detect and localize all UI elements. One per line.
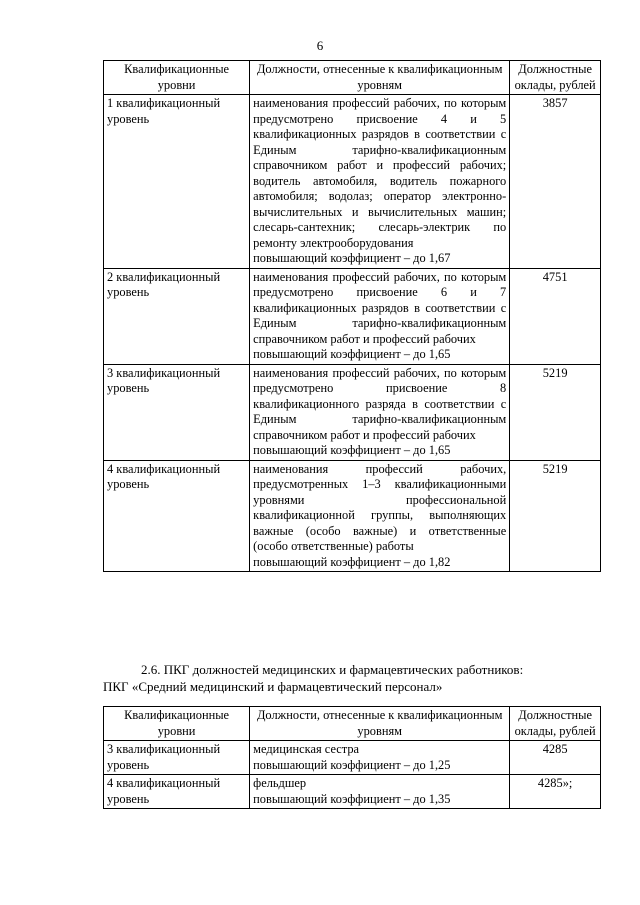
positions-cell — [250, 741, 510, 775]
positions-cell — [250, 460, 510, 572]
salary-cell: 5219 — [510, 364, 601, 460]
table-header-row — [104, 707, 601, 741]
header-salaries: Должностные оклады, рублей — [510, 707, 601, 741]
positions-text: наименования профессий рабочих, по которым предусмотрено присвоение 6 и 7 квалификационных разрядов в соответствии с Единым тарифно-квалификационным справочником работ и профессий рабочих — [253, 269, 507, 346]
table-row — [104, 95, 601, 269]
level-cell: 4 квалификационный уровень — [104, 775, 250, 809]
salary-table-medical — [103, 706, 601, 809]
section-subtitle: ПКГ «Средний медицинский и фармацевтический персонал» — [103, 679, 443, 694]
salary-table-workers — [103, 60, 601, 572]
salary-cell: 3857 — [510, 95, 601, 269]
positions-text: наименования профессий рабочих, по которым предусмотрено присвоение 8 квалификационного разряда в соответствии с Единым тарифно-квалификационным справочником работ и профессий рабочих — [253, 365, 507, 442]
page-number: 6 — [316, 38, 324, 53]
table-row — [104, 364, 601, 460]
table-row — [104, 775, 601, 809]
positions-text: фельдшер — [253, 776, 307, 790]
level-cell: 3 квалификационный уровень — [104, 741, 250, 775]
salary-cell: 4751 — [510, 268, 601, 364]
positions-cell — [250, 775, 510, 809]
header-qualification-levels: Квалификационные уровни — [104, 707, 250, 741]
coefficient-text: повышающий коэффициент – до 1,67 — [253, 251, 451, 265]
coefficient-text: повышающий коэффициент – до 1,82 — [253, 554, 451, 569]
positions-text: медицинская сестра — [253, 742, 360, 756]
level-cell: 3 квалификационный уровень — [104, 364, 250, 460]
level-cell: 4 квалификационный уровень — [104, 460, 250, 572]
table-header-row — [104, 61, 601, 95]
header-salaries: Должностные оклады, рублей — [510, 61, 601, 95]
salary-cell: 4285»; — [510, 775, 601, 809]
header-qualification-levels: Квалификационные уровни — [104, 61, 250, 95]
coefficient-text: повышающий коэффициент – до 1,35 — [253, 791, 451, 806]
table-row — [104, 460, 601, 572]
positions-cell — [250, 95, 510, 269]
table-row — [104, 741, 601, 775]
section-caption — [103, 661, 524, 695]
coefficient-text: повышающий коэффициент – до 1,25 — [253, 757, 451, 772]
level-cell: 1 квалификационный уровень — [104, 95, 250, 269]
positions-cell — [250, 268, 510, 364]
positions-text: наименования профессий рабочих, по которым предусмотрено присвоение 4 и 5 квалификационных разрядов в соответствии с Единым тарифно-квалификационным справочником работ и профессий рабочих; водитель автомобиля, водитель пожарного автомобиля; водолаз; оператор электронно-вычислительных и вычислительных машин; слесарь-сантехник; слесарь-электрик по ремонту электрооборудования — [253, 96, 507, 250]
header-positions: Должности, отнесенные к квалификационным уровням — [250, 707, 510, 741]
positions-text: наименования профессий рабочих, предусмотренных 1–3 квалификационными уровнями профессиональной квалификационной группы, выполняющих важные (особо важные) и ответственные (особо ответственные) работы — [253, 461, 507, 553]
coefficient-text: повышающий коэффициент – до 1,65 — [253, 443, 451, 457]
salary-cell: 5219 — [510, 460, 601, 572]
header-positions: Должности, отнесенные к квалификационным уровням — [250, 61, 510, 95]
positions-cell — [250, 364, 510, 460]
level-cell: 2 квалификационный уровень — [104, 268, 250, 364]
salary-cell: 4285 — [510, 741, 601, 775]
table-row — [104, 268, 601, 364]
section-title: 2.6. ПКГ должностей медицинских и фармацевтических работников: — [141, 662, 524, 677]
coefficient-text: повышающий коэффициент – до 1,65 — [253, 347, 451, 361]
